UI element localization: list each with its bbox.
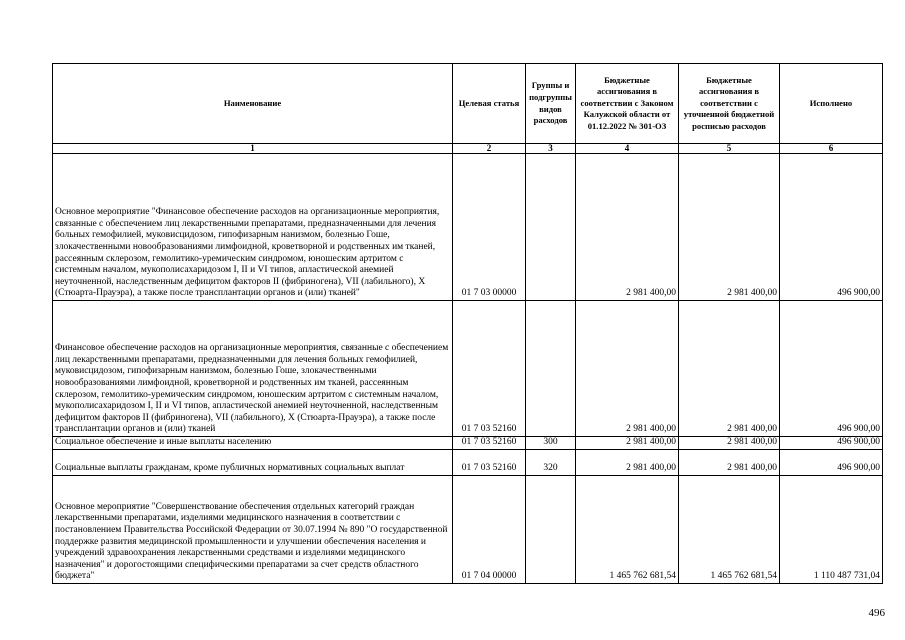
row-expense-group: 300 [526,437,576,450]
row-law-allocation: 2 981 400,00 [576,301,679,437]
row-executed: 496 900,00 [780,450,883,476]
row-expense-group [526,476,576,584]
row-refined-allocation: 2 981 400,00 [679,450,780,476]
row-target-article: 01 7 03 52160 [453,301,526,437]
row-target-article: 01 7 04 00000 [453,476,526,584]
row-executed: 496 900,00 [780,154,883,301]
row-executed: 496 900,00 [780,301,883,437]
row-target-article: 01 7 03 52160 [453,437,526,450]
row-executed: 496 900,00 [780,437,883,450]
header-target-article: Целевая статья [453,64,526,144]
row-name: Основное мероприятие "Финансовое обеспечение расходов на организационные мероприятия, связанные с обеспечением лиц лекарственными препаратами, предназначенными для лечения больных гемофилией, муковисцидозом, гипофизарным нанизмом, болезнью Гоше, злокачественными новообразованиями лимфоидной, кроветворной и родственных им тканей, рассеянным склерозом, гемолитико-уремическим синдромом, юношеским артритом с системным началом, мукополисахаридозом I, II и VI типов, апластической анемией неуточненной, наследственным дефицитом факторов II (фибриногена), VII (лабильного), X (Стюарта-Прауэра), а также после трансплантации органов и (или) тканей" [53,154,453,301]
column-number: 1 [53,144,453,154]
column-numbers-row [53,144,883,154]
row-refined-allocation: 1 465 762 681,54 [679,476,780,584]
row-name: Социальные выплаты гражданам, кроме публичных нормативных социальных выплат [53,450,453,476]
row-expense-group: 320 [526,450,576,476]
header-executed: Исполнено [780,64,883,144]
row-executed: 1 110 487 731,04 [780,476,883,584]
header-law-allocations: Бюджетные ассигнования в соответствии с Законом Калужской области от 01.12.2022 № 301-ОЗ [576,64,679,144]
column-number: 2 [453,144,526,154]
table-row [53,476,883,584]
table-row [53,154,883,301]
budget-table [52,63,883,584]
row-target-article: 01 7 03 00000 [453,154,526,301]
row-law-allocation: 2 981 400,00 [576,437,679,450]
header-row [53,64,883,144]
header-expense-groups: Группы и подгруппы видов расходов [526,64,576,144]
header-refined-allocations: Бюджетные ассигнования в соответствии с уточненной бюджетной росписью расходов [679,64,780,144]
row-name: Социальное обеспечение и иные выплаты населению [53,437,453,450]
row-expense-group [526,301,576,437]
row-refined-allocation: 2 981 400,00 [679,437,780,450]
table-row [53,301,883,437]
row-refined-allocation: 2 981 400,00 [679,154,780,301]
page-number: 496 [868,607,885,619]
column-number: 5 [679,144,780,154]
row-name: Финансовое обеспечение расходов на организационные мероприятия, связанные с обеспечением лиц лекарственными препаратами, предназначенными для лечения больных гемофилией, муковисцидозом, гипофизарным нанизмом, болезнью Гоше, злокачественными новообразованиями лимфоидной, кроветворной и родственных им тканей, рассеянным склерозом, гемолитико-уремическим синдромом, юношеским артритом с системным началом, мукополисахаридозом I, II и VI типов, апластической анемией неуточненной, наследственным дефицитом факторов II (фибриногена), VII (лабильного), X (Стюарта-Прауэра), а также после трансплантации органов и (или) тканей [53,301,453,437]
table-row [53,450,883,476]
column-number: 4 [576,144,679,154]
row-law-allocation: 1 465 762 681,54 [576,476,679,584]
table-row [53,437,883,450]
row-name: Основное мероприятие "Совершенствование обеспечения отдельных категорий граждан лекарственными препаратами, изделиями медицинского назначения в соответствии с постановлением Правительства Российской Федерации от 30.07.1994 № 890 "О государственной поддержке развития медицинской промышленности и улучшении обеспечения населения и учреждений здравоохранения лекарственными средствами и изделиями медицинского назначения" и дорогостоящими специфическими препаратами за счет средств областного бюджета" [53,476,453,584]
row-law-allocation: 2 981 400,00 [576,154,679,301]
row-target-article: 01 7 03 52160 [453,450,526,476]
column-number: 6 [780,144,883,154]
row-law-allocation: 2 981 400,00 [576,450,679,476]
row-expense-group [526,154,576,301]
column-number: 3 [526,144,576,154]
row-refined-allocation: 2 981 400,00 [679,301,780,437]
header-name: Наименование [53,64,453,144]
